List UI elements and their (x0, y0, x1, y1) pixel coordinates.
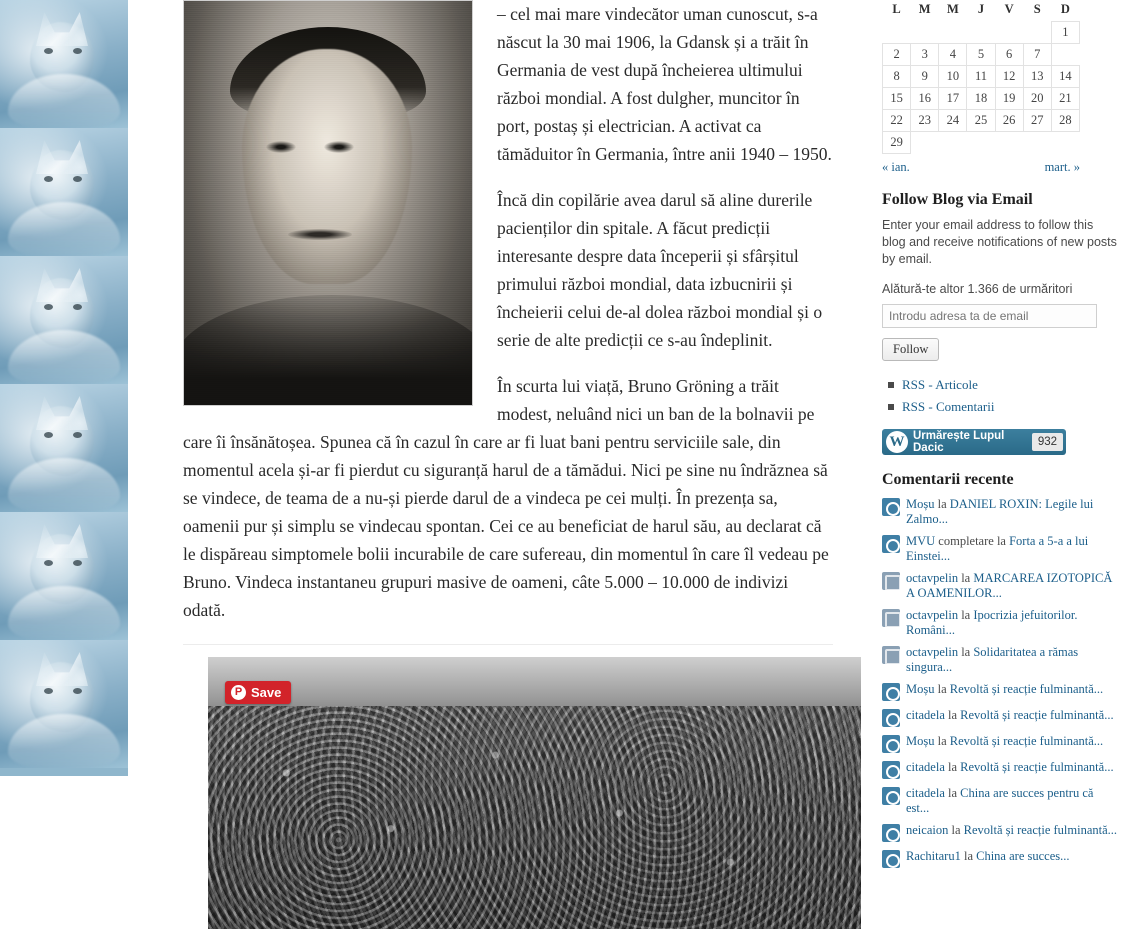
calendar-day[interactable]: 29 (883, 132, 911, 154)
comment-text (906, 849, 1070, 868)
comment-connector: la (944, 760, 961, 774)
comment-author[interactable]: Moșu (906, 682, 935, 696)
comment-author[interactable]: octavpelin (906, 571, 959, 585)
comment-post-title[interactable]: Revoltă și reacție fulminantă... (960, 760, 1114, 774)
list-item (882, 786, 1118, 816)
calendar-day[interactable]: 9 (911, 66, 939, 88)
wolf-body (8, 202, 120, 256)
calendar-cell-empty (883, 22, 911, 44)
list-item (888, 399, 1118, 415)
calendar-day[interactable]: 16 (911, 88, 939, 110)
calendar-day[interactable]: 8 (883, 66, 911, 88)
rss-comments-link[interactable]: RSS - Comentarii (902, 399, 995, 414)
recent-comments-list (882, 497, 1118, 868)
calendar-day[interactable]: 2 (883, 44, 911, 66)
calendar-cell-empty (967, 132, 995, 154)
follow-widget-title: Follow Blog via Email (882, 191, 1033, 208)
comment-author[interactable]: Moșu (906, 497, 935, 511)
comment-connector: la (958, 571, 974, 585)
calendar-next-link[interactable]: mart. » (1044, 160, 1080, 174)
comment-post-title[interactable]: Revoltă și reacție fulminantă... (949, 734, 1104, 748)
weekday-m2: M (946, 2, 959, 17)
comment-author[interactable]: citadela (906, 708, 945, 722)
avatar (882, 761, 900, 779)
comment-post-title[interactable]: DANIEL ROXIN: Legile lui Zalmo... (906, 497, 1094, 526)
rss-links (882, 377, 1118, 415)
paragraph-2: Încă din copilărie avea darul să aline durerile pacienților din spitale. A făcut predicții interesante despre data începerii și sfârșitul primului război mondial, data izbucnirii și încheierii celui de-al dolea război mondial și o serie de alte predicții ce s-au îndeplinit. (497, 190, 823, 350)
wolf-tile (0, 128, 128, 256)
calendar-cell-empty (967, 22, 995, 44)
comment-post-title[interactable]: Revoltă și reacție fulminantă... (960, 708, 1114, 722)
comment-text (906, 645, 1118, 675)
list-item (882, 645, 1118, 675)
calendar-day[interactable]: 27 (1023, 110, 1051, 132)
calendar-day[interactable]: 22 (883, 110, 911, 132)
calendar-day[interactable]: 23 (911, 110, 939, 132)
avatar (882, 609, 900, 627)
calendar-day[interactable]: 26 (995, 110, 1023, 132)
calendar-week-row (883, 66, 1080, 88)
list-item (882, 534, 1118, 564)
paragraph-1: – cel mai mare vindecător uman cunoscut, s-a născut la 30 mai 1906, la Gdansk și a trăit în Germania de vest după încheierea ultimului război mondial. A fost dulgher, muncitor în port, postaș și electrician. A activat ca tămăduitor în Germania, între anii 1940 – 1950. (497, 4, 832, 164)
article-content (128, 0, 863, 872)
calendar-nav (882, 160, 1080, 175)
comment-text (906, 608, 1118, 638)
rss-articles-link[interactable]: RSS - Articole (902, 377, 978, 392)
list-item (882, 734, 1118, 753)
comment-text (906, 497, 1118, 527)
comment-post-title[interactable]: China are succes pentru că est... (906, 786, 1094, 815)
calendar-day[interactable]: 17 (939, 88, 967, 110)
weekday-v: V (1004, 2, 1014, 17)
comment-text (906, 571, 1118, 601)
calendar-widget (882, 0, 1080, 175)
comment-author[interactable]: Moșu (906, 734, 935, 748)
list-item (882, 708, 1118, 727)
comment-connector: la (958, 645, 974, 659)
comment-connector: la (934, 734, 950, 748)
calendar-day[interactable]: 19 (995, 88, 1023, 110)
comment-connector: la (960, 849, 977, 863)
comment-post-title[interactable]: Revoltă și reacție fulminantă... (949, 682, 1104, 696)
wolf-eyes-icon (44, 560, 82, 568)
wp-follow-label: Urmărește Lupul Dacic (913, 430, 1005, 454)
email-field[interactable] (882, 304, 1097, 328)
wolf-tile (0, 512, 128, 640)
wolf-eyes-icon (44, 48, 82, 56)
comment-author[interactable]: octavpelin (906, 608, 959, 622)
save-label: Save (251, 685, 282, 700)
comment-post-title[interactable]: Ipocrizia jefuitorilor. Români... (906, 608, 1078, 637)
calendar-cell-empty (1023, 22, 1051, 44)
wolf-tile (0, 256, 128, 384)
calendar-day[interactable]: 24 (939, 110, 967, 132)
wordpress-follow-badge[interactable] (882, 429, 1066, 455)
pinterest-save-button[interactable] (225, 681, 291, 704)
decorative-wolf-background (0, 0, 128, 872)
calendar-day[interactable]: 11 (967, 66, 995, 88)
calendar-prev-link[interactable]: « ian. (882, 160, 910, 174)
avatar (882, 824, 900, 842)
avatar (882, 683, 900, 701)
list-item (882, 608, 1118, 638)
calendar-day[interactable]: 10 (939, 66, 967, 88)
portrait-grain (184, 1, 472, 405)
wolf-eyes-icon (44, 688, 82, 696)
follow-button[interactable]: Follow (882, 338, 939, 361)
portrait-image (183, 0, 473, 406)
calendar-day[interactable]: 12 (995, 66, 1023, 88)
comment-post-title[interactable]: China are succes... (976, 849, 1070, 863)
calendar-day[interactable]: 25 (967, 110, 995, 132)
calendar-day[interactable]: 1 (1051, 22, 1079, 44)
calendar-cell-empty (1051, 44, 1079, 66)
avatar (882, 850, 900, 868)
comment-author[interactable]: neicaion (906, 823, 949, 837)
comment-author[interactable]: MVU (906, 534, 936, 548)
crowd-photo (208, 657, 861, 929)
calendar-day[interactable]: 13 (1023, 66, 1051, 88)
comment-connector: la (958, 608, 974, 622)
wolf-body (8, 714, 120, 768)
calendar-cell-empty (911, 132, 939, 154)
wp-follow-count: 932 (1032, 433, 1063, 451)
calendar-day[interactable]: 20 (1023, 88, 1051, 110)
wolf-tile (0, 640, 128, 768)
wolf-eyes-icon (44, 432, 82, 440)
calendar-day[interactable]: 14 (1051, 66, 1079, 88)
weekday-m1: M (918, 2, 931, 17)
avatar (882, 709, 900, 727)
calendar-day[interactable]: 18 (967, 88, 995, 110)
weekday-j: J (977, 2, 985, 17)
avatar (882, 735, 900, 753)
calendar-week-row (883, 88, 1080, 110)
photo-crowd (208, 706, 861, 929)
comment-text (906, 708, 1114, 727)
wolf-tile (0, 0, 128, 128)
weekday-s: S (1033, 2, 1041, 17)
comment-author[interactable]: citadela (906, 760, 945, 774)
calendar-day[interactable]: 3 (911, 44, 939, 66)
comment-author[interactable]: octavpelin (906, 645, 959, 659)
list-item (882, 760, 1118, 779)
comment-text (906, 823, 1117, 842)
calendar-day[interactable]: 6 (995, 44, 1023, 66)
wolf-eyes-icon (44, 304, 82, 312)
comment-text (906, 786, 1118, 816)
comment-connector: la (934, 497, 950, 511)
wolf-tile (0, 384, 128, 512)
comment-text (906, 734, 1103, 753)
calendar-day[interactable]: 4 (939, 44, 967, 66)
calendar-cell-empty (1051, 132, 1079, 154)
avatar (882, 498, 900, 516)
weekday-l: L (892, 2, 901, 17)
comment-text (906, 682, 1103, 701)
list-item (882, 849, 1118, 868)
wolf-eyes-icon (44, 176, 82, 184)
wolf-body (8, 586, 120, 640)
comment-post-title[interactable]: Revoltă și reacție fulminantă... (963, 823, 1118, 837)
strip-bottom-fill (0, 776, 128, 872)
calendar-cell-empty (995, 132, 1023, 154)
comment-connector: la (944, 786, 961, 800)
calendar-day[interactable]: 5 (967, 44, 995, 66)
calendar-cell-empty (1023, 132, 1051, 154)
crowd-photo-wrapper (183, 644, 833, 929)
comment-post-title[interactable]: MARCAREA IZOTOPICĂ A OAMENILOR... (906, 571, 1113, 600)
calendar-day[interactable]: 7 (1023, 44, 1051, 66)
comment-post-title[interactable]: Forta a 5-a a lui Einstei... (906, 534, 1089, 563)
recent-comments-title: Comentarii recente (882, 471, 1014, 488)
comment-connector: la (934, 682, 950, 696)
calendar-week-row (883, 110, 1080, 132)
avatar (882, 535, 900, 553)
wolf-body (8, 458, 120, 512)
avatar (882, 787, 900, 805)
follower-count: Alătură-te altor 1.366 de urmăritori (882, 282, 1073, 296)
follow-description: Enter your email address to follow this blog and receive notifications of new posts by email. (882, 218, 1117, 266)
comment-text (906, 760, 1114, 779)
list-item (882, 682, 1118, 701)
list-item (882, 823, 1118, 842)
comment-connector: completare la (935, 534, 1010, 548)
comment-connector: la (944, 708, 961, 722)
calendar-header-row (883, 0, 1080, 22)
avatar (882, 572, 900, 590)
calendar-day[interactable]: 21 (1051, 88, 1079, 110)
calendar-day[interactable]: 15 (883, 88, 911, 110)
paragraph-3: În scurta lui viață, Bruno Gröning a trăit modest, neluând nici un ban de la bolnavii pe care îi însănătoșea. Spunea că în cazul în care ar fi luat bani pentru serviciile sale, din momentul acela și-ar fi pierdut cu siguranță harul de a tămădui. Nici pe sine nu îndrăznea să se vindece, de teama de a nu-și pierde darul de a vindeca pe cei mulți. În prezența sa, oamenii pur și simplu se vindecau spontan. Cei ce au beneficiat de harul său, au declarat că le dispăreau simptomele bolii incurabile de care sufereau, din momentul în care îl vedeau pe Bruno. Vindeca instantaneu grupuri masive de oameni, câte 5.000 – 10.000 de indivizi odată. (183, 376, 829, 620)
calendar-cell-empty (939, 22, 967, 44)
calendar-week-row (883, 22, 1080, 44)
list-item (888, 377, 1118, 393)
calendar-cell-empty (939, 132, 967, 154)
calendar-week-row (883, 44, 1080, 66)
pinterest-icon: P (231, 685, 246, 700)
comment-author[interactable]: citadela (906, 786, 945, 800)
calendar-cell-empty (911, 22, 939, 44)
wolf-body (8, 74, 120, 128)
wordpress-icon: W (886, 431, 908, 453)
wolf-body (8, 330, 120, 384)
comment-post-title[interactable]: Solidaritatea a rămas singura... (906, 645, 1079, 674)
sidebar (870, 0, 1130, 872)
weekday-d: D (1060, 2, 1070, 16)
calendar-week-row (883, 132, 1080, 154)
calendar-table (882, 0, 1080, 154)
list-item (882, 497, 1118, 527)
comment-author[interactable]: Rachitaru1 (906, 849, 961, 863)
comment-connector: la (948, 823, 964, 837)
avatar (882, 646, 900, 664)
comment-text (906, 534, 1118, 564)
list-item (882, 571, 1118, 601)
calendar-day[interactable]: 28 (1051, 110, 1079, 132)
calendar-cell-empty (995, 22, 1023, 44)
